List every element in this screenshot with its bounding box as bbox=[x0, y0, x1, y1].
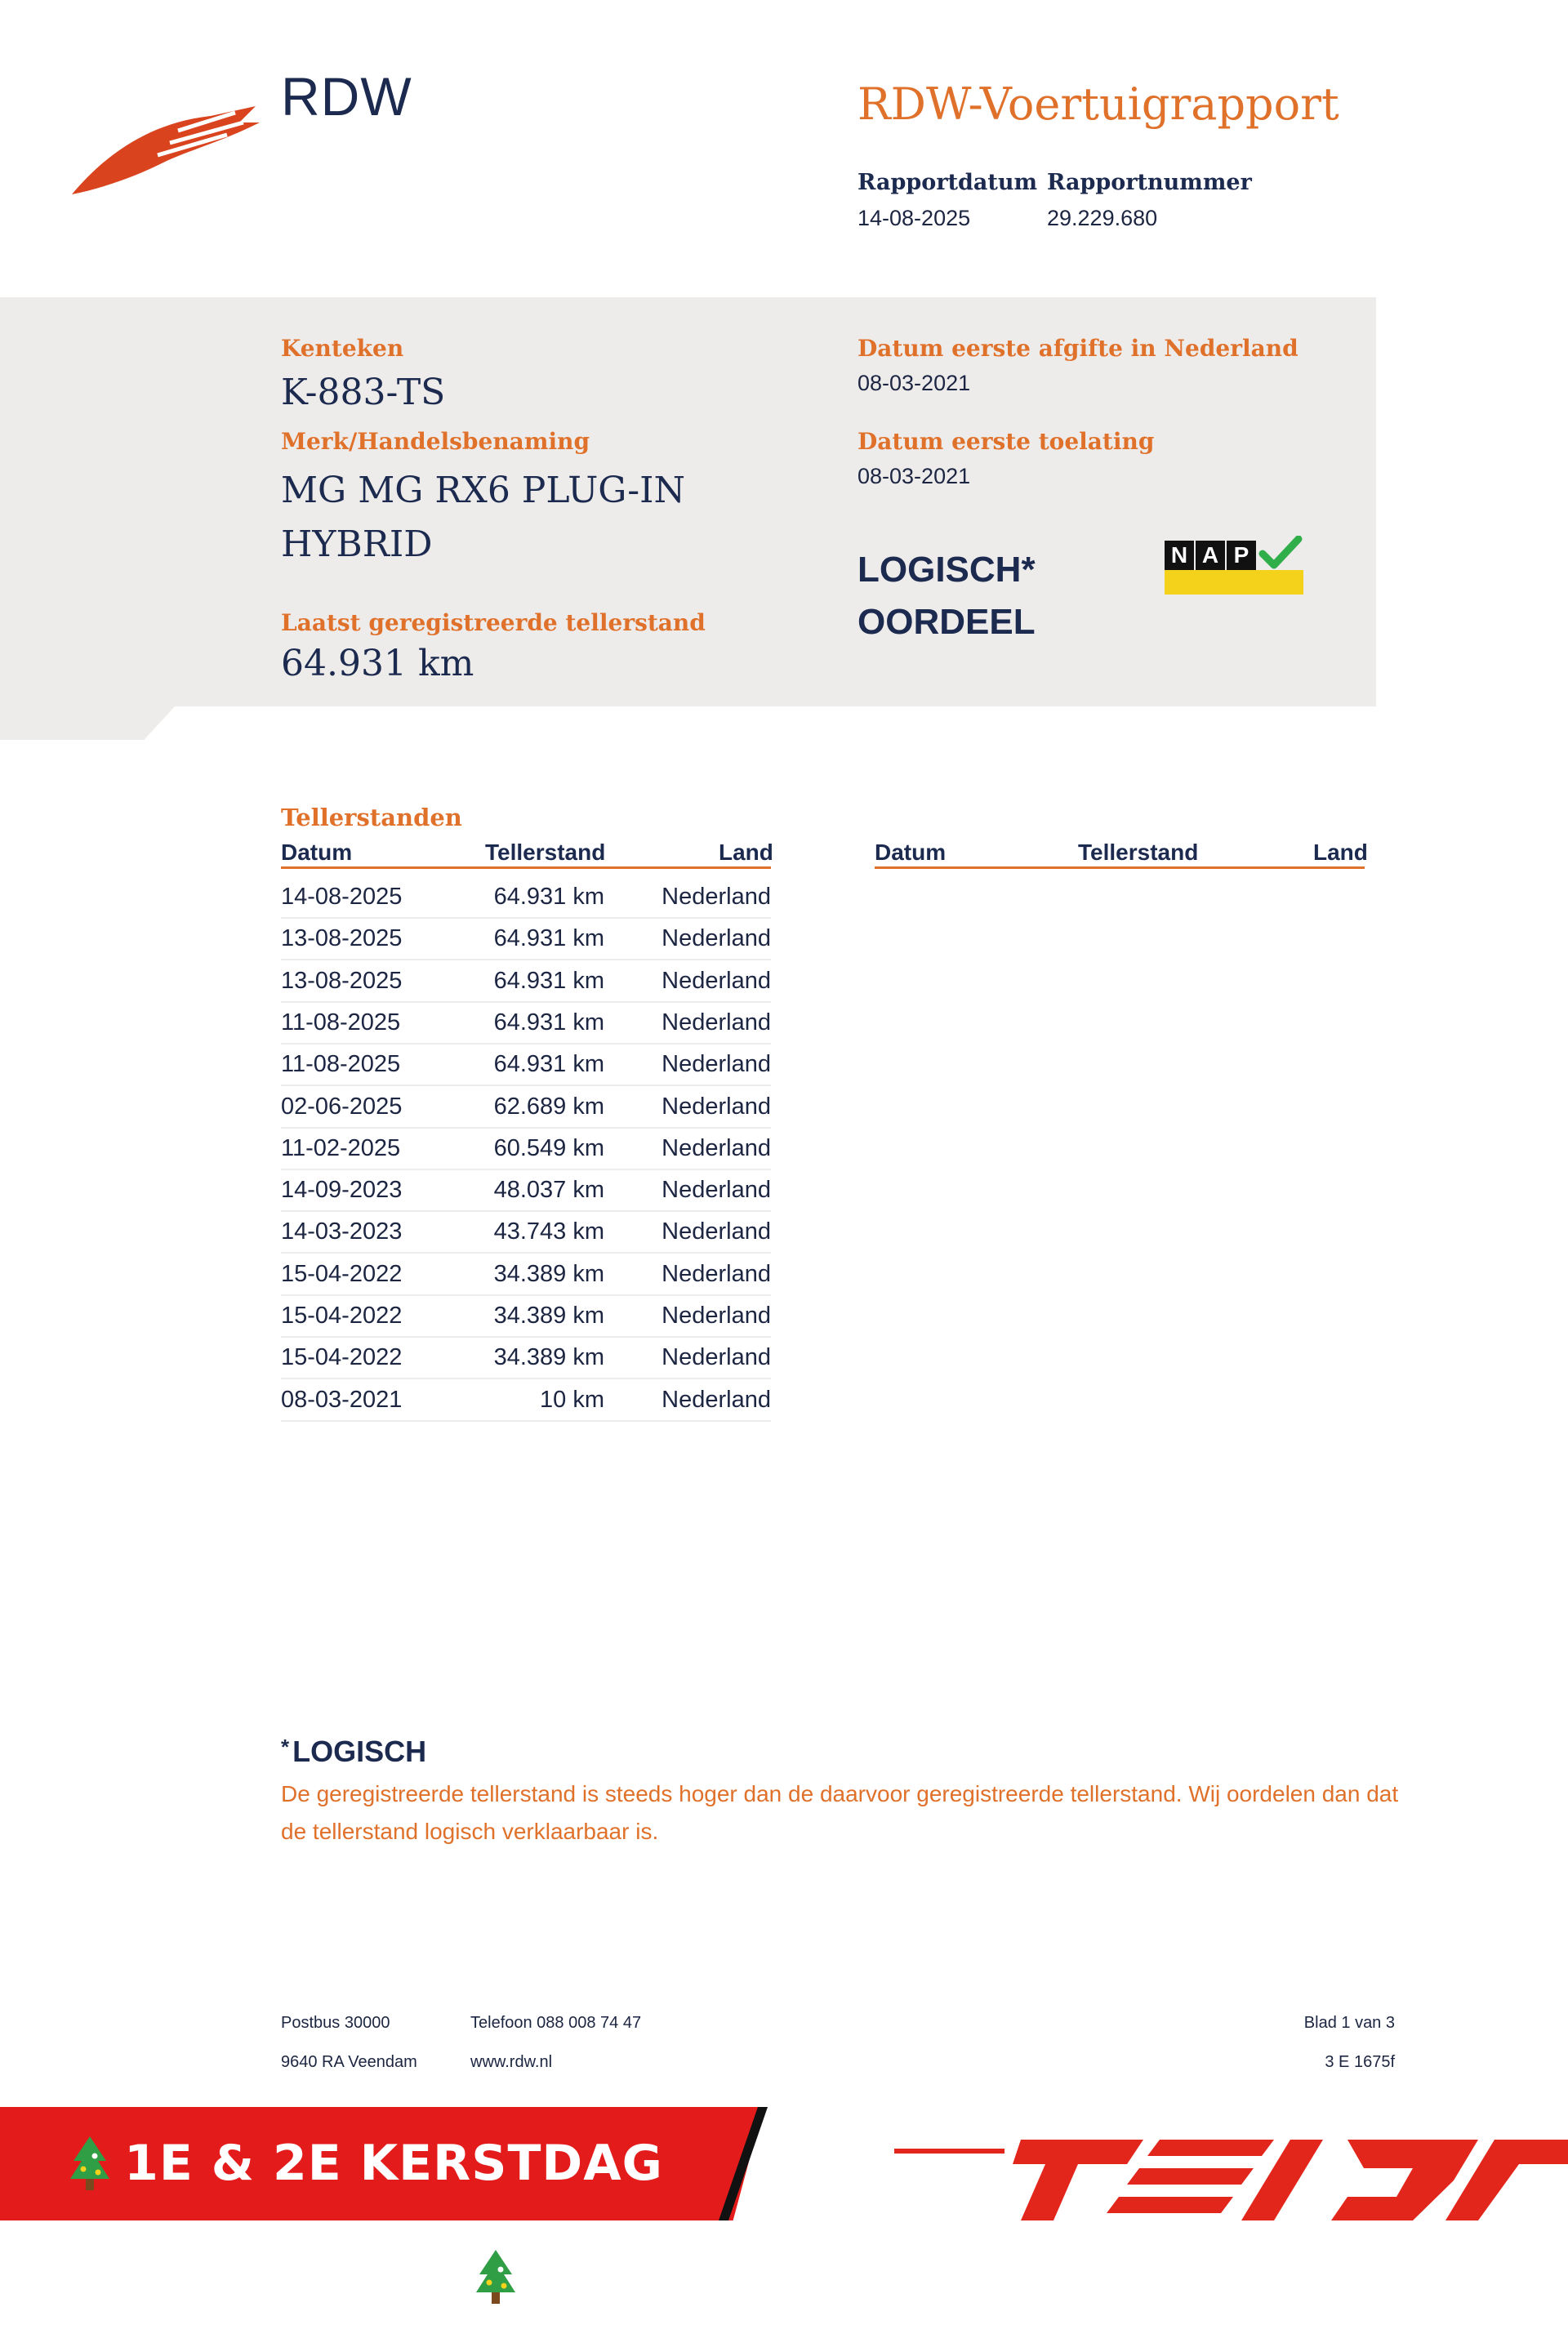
cell-odometer: 48.037 km bbox=[493, 1177, 604, 1204]
report-number: 29.229.680 bbox=[1047, 206, 1158, 230]
cell-country: Nederland bbox=[662, 1093, 771, 1120]
cell-date: 11-08-2025 bbox=[281, 1009, 401, 1036]
col-odometer-header-right: Tellerstand bbox=[1078, 840, 1199, 865]
nap-badge bbox=[1165, 541, 1303, 595]
make-label: Merk/Handelsbenaming bbox=[281, 428, 590, 455]
table-row bbox=[281, 1294, 771, 1338]
cell-country: Nederland bbox=[662, 1260, 771, 1287]
cell-country: Nederland bbox=[662, 884, 771, 910]
christmas-tree-icon bbox=[67, 2133, 113, 2198]
table-header-line-right bbox=[875, 866, 1365, 869]
col-date-header-right: Datum bbox=[875, 840, 947, 865]
cell-country: Nederland bbox=[662, 1303, 771, 1329]
cell-odometer: 64.931 km bbox=[493, 1051, 604, 1078]
footer-code: 3 E 1675f bbox=[1325, 2053, 1395, 2071]
cell-country: Nederland bbox=[662, 967, 771, 994]
col-odometer-header: Tellerstand bbox=[485, 840, 606, 865]
cell-odometer: 34.389 km bbox=[493, 1344, 604, 1371]
cell-odometer: 64.931 km bbox=[493, 967, 604, 994]
table-row bbox=[281, 1169, 771, 1212]
table-row bbox=[281, 1085, 771, 1129]
cell-odometer: 64.931 km bbox=[493, 925, 604, 952]
cell-date: 02-06-2025 bbox=[281, 1093, 403, 1120]
make-line-2: HYBRID bbox=[281, 523, 433, 565]
table-header-line bbox=[281, 866, 771, 869]
first-nl-date: 08-03-2021 bbox=[858, 371, 971, 395]
cell-country: Nederland bbox=[662, 1218, 771, 1245]
cell-date: 15-04-2022 bbox=[281, 1260, 403, 1287]
cell-odometer: 10 km bbox=[540, 1386, 604, 1413]
table-row bbox=[281, 1253, 771, 1296]
col-country-header-right: Land bbox=[1313, 840, 1368, 865]
table-row bbox=[281, 960, 771, 1003]
nap-letter-a: A bbox=[1196, 541, 1225, 570]
report-title: RDW-Voertuigrapport bbox=[858, 78, 1339, 130]
footer-postbus: Postbus 30000 bbox=[281, 2014, 390, 2032]
table-row bbox=[281, 1001, 771, 1045]
cell-odometer: 64.931 km bbox=[493, 884, 604, 910]
first-admission-date: 08-03-2021 bbox=[858, 464, 971, 488]
col-date-header: Datum bbox=[281, 840, 353, 865]
cell-date: 11-08-2025 bbox=[281, 1051, 401, 1078]
table-row bbox=[281, 1127, 771, 1170]
cell-date: 15-04-2022 bbox=[281, 1303, 403, 1329]
last-odometer: 64.931 km bbox=[281, 643, 474, 684]
footer-page: Blad 1 van 3 bbox=[1303, 2014, 1395, 2032]
cell-country: Nederland bbox=[662, 1386, 771, 1413]
table-row bbox=[281, 1043, 771, 1086]
odometer-label: Laatst geregistreerde tellerstand bbox=[281, 609, 706, 636]
footnote-title bbox=[281, 1735, 426, 1769]
cell-date: 08-03-2021 bbox=[281, 1386, 403, 1413]
first-nl-label: Datum eerste afgifte in Nederland bbox=[858, 335, 1298, 362]
footnote-star: * bbox=[281, 1735, 290, 1759]
cell-country: Nederland bbox=[662, 1051, 771, 1078]
readings-title: Tellerstanden bbox=[281, 804, 462, 831]
cell-country: Nederland bbox=[662, 1177, 771, 1204]
first-admission-label: Datum eerste toelating bbox=[858, 428, 1155, 455]
cell-odometer: 34.389 km bbox=[493, 1303, 604, 1329]
table-row bbox=[281, 917, 771, 960]
dealer-logo-icon bbox=[890, 2131, 1568, 2220]
christmas-tree-icon bbox=[473, 2247, 519, 2312]
table-row bbox=[281, 1210, 771, 1254]
report-date-label: Rapportdatum bbox=[858, 170, 1038, 195]
cell-date: 14-08-2025 bbox=[281, 884, 403, 910]
cell-date: 15-04-2022 bbox=[281, 1344, 403, 1371]
plate-label: Kenteken bbox=[281, 335, 404, 362]
cell-date: 13-08-2025 bbox=[281, 925, 403, 952]
cell-country: Nederland bbox=[662, 1009, 771, 1036]
cell-odometer: 62.689 km bbox=[493, 1093, 604, 1120]
cell-date: 14-09-2023 bbox=[281, 1177, 403, 1204]
cell-odometer: 34.389 km bbox=[493, 1260, 604, 1287]
cell-date: 13-08-2025 bbox=[281, 967, 403, 994]
footer-city: 9640 RA Veendam bbox=[281, 2053, 417, 2071]
verdict-line-1: LOGISCH* bbox=[858, 550, 1036, 590]
footer-phone: Telefoon 088 008 74 47 bbox=[470, 2014, 642, 2032]
license-plate: K-883-TS bbox=[281, 372, 446, 413]
cell-date: 11-02-2025 bbox=[281, 1134, 401, 1161]
report-date: 14-08-2025 bbox=[858, 206, 971, 230]
make-line-1: MG MG RX6 PLUG-IN bbox=[281, 470, 686, 511]
cell-odometer: 43.743 km bbox=[493, 1218, 604, 1245]
nap-underline bbox=[1165, 570, 1303, 595]
table-row bbox=[281, 875, 771, 919]
cell-odometer: 60.549 km bbox=[493, 1134, 604, 1161]
nap-letter-n: N bbox=[1165, 541, 1194, 570]
report-number-label: Rapportnummer bbox=[1047, 170, 1252, 195]
banner-label: 1E & 2E KERSTDAG GEOPEND bbox=[124, 2135, 663, 2305]
brand-name: RDW bbox=[281, 66, 412, 127]
cell-country: Nederland bbox=[662, 1134, 771, 1161]
verdict-line-2: OORDEEL bbox=[858, 602, 1036, 642]
cell-odometer: 64.931 km bbox=[493, 1009, 604, 1036]
footnote-text: De geregistreerde tellerstand is steeds hoger dan de daarvoor geregistreerde tellerstand. Wij oordelen dan dat de tellerstand logisch verklaarbaar is. bbox=[281, 1781, 1399, 1844]
cell-country: Nederland bbox=[662, 925, 771, 952]
panel-tail bbox=[0, 706, 176, 740]
cell-date: 14-03-2023 bbox=[281, 1218, 403, 1245]
nap-letter-p: P bbox=[1227, 541, 1256, 570]
table-row bbox=[281, 1379, 771, 1422]
footnote-title-text: LOGISCH bbox=[292, 1735, 427, 1768]
footer-website[interactable]: www.rdw.nl bbox=[470, 2053, 553, 2071]
cell-country: Nederland bbox=[662, 1344, 771, 1371]
checkmark-icon bbox=[1258, 536, 1303, 570]
table-row bbox=[281, 1336, 771, 1379]
holiday-banner-text bbox=[0, 2107, 719, 2305]
rdw-logo-icon bbox=[72, 98, 260, 200]
col-country-header: Land bbox=[719, 840, 773, 865]
